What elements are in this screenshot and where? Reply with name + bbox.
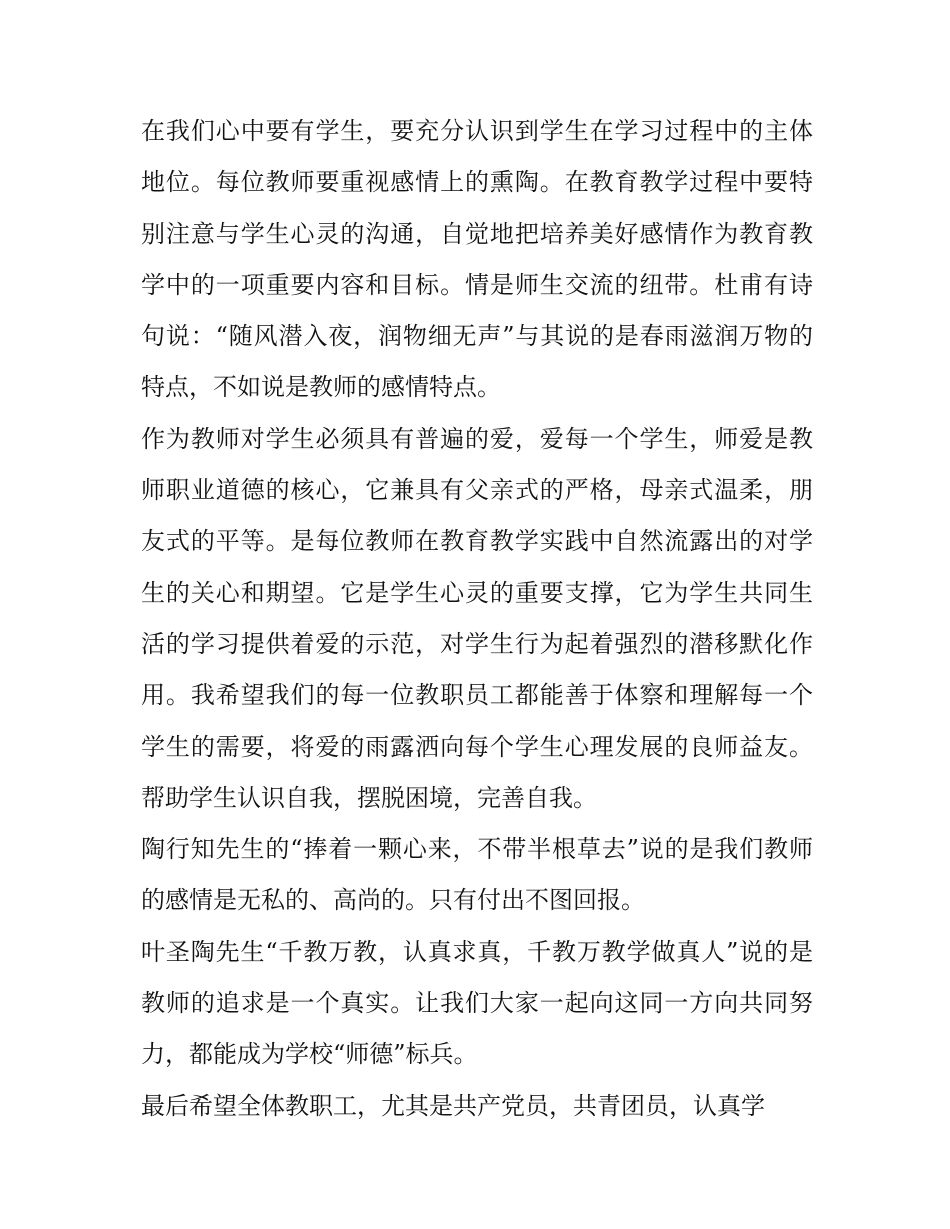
text-line: 学中的一项重要内容和目标。情是师生交流的纽带。杜甫有诗 xyxy=(141,270,813,299)
text-line: 叶圣陶先生“千教万教，认真求真，千教万教学做真人”说的是 xyxy=(141,937,813,966)
text-line: 作为教师对学生必须具有普遍的爱，爱每一个学生，师爱是教 xyxy=(141,424,813,453)
text-line: 帮助学生认识自我，摆脱困境，完善自我。 xyxy=(141,783,597,812)
text-line: 师职业道德的核心，它兼具有父亲式的严格，母亲式温柔，朋 xyxy=(141,476,813,505)
text-line: 最后希望全体教职工，尤其是共产党员，共青团员，认真学 xyxy=(141,1091,765,1120)
text-line: 别注意与学生心灵的沟通，自觉地把培养美好感情作为教育教 xyxy=(141,219,813,248)
text-line: 特点，不如说是教师的感情特点。 xyxy=(141,373,501,402)
text-line: 用。我希望我们的每一位教职员工都能善于体察和理解每一个 xyxy=(141,681,813,710)
paragraph xyxy=(141,1081,813,1132)
text-line: 地位。每位教师要重视感情上的熏陶。在教育教学过程中要特 xyxy=(141,168,813,197)
paragraph xyxy=(141,414,813,824)
paragraph xyxy=(141,824,813,927)
text-line: 友式的平等。是每位教师在教育教学实践中自然流露出的对学 xyxy=(141,527,813,556)
text-line: 的感情是无私的、高尚的。只有付出不图回报。 xyxy=(141,886,645,915)
paragraph xyxy=(141,927,813,1081)
body-text xyxy=(141,106,813,1132)
text-line: 学生的需要，将爱的雨露洒向每个学生心理发展的良师益友。 xyxy=(141,732,813,761)
text-line: 句说：“随风潜入夜，润物细无声”与其说的是春雨滋润万物的 xyxy=(141,322,813,351)
paragraph xyxy=(141,106,813,414)
text-line: 教师的追求是一个真实。让我们大家一起向这同一方向共同努 xyxy=(141,989,813,1018)
text-line: 陶行知先生的“捧着一颗心来，不带半根草去”说的是我们教师 xyxy=(141,835,813,864)
text-line: 力，都能成为学校“师德”标兵。 xyxy=(141,1040,478,1069)
text-line: 在我们心中要有学生，要充分认识到学生在学习过程中的主体 xyxy=(141,117,813,145)
text-line: 活的学习提供着爱的示范，对学生行为起着强烈的潜移默化作 xyxy=(141,629,813,658)
text-line: 生的关心和期望。它是学生心灵的重要支撑，它为学生共同生 xyxy=(141,578,813,607)
